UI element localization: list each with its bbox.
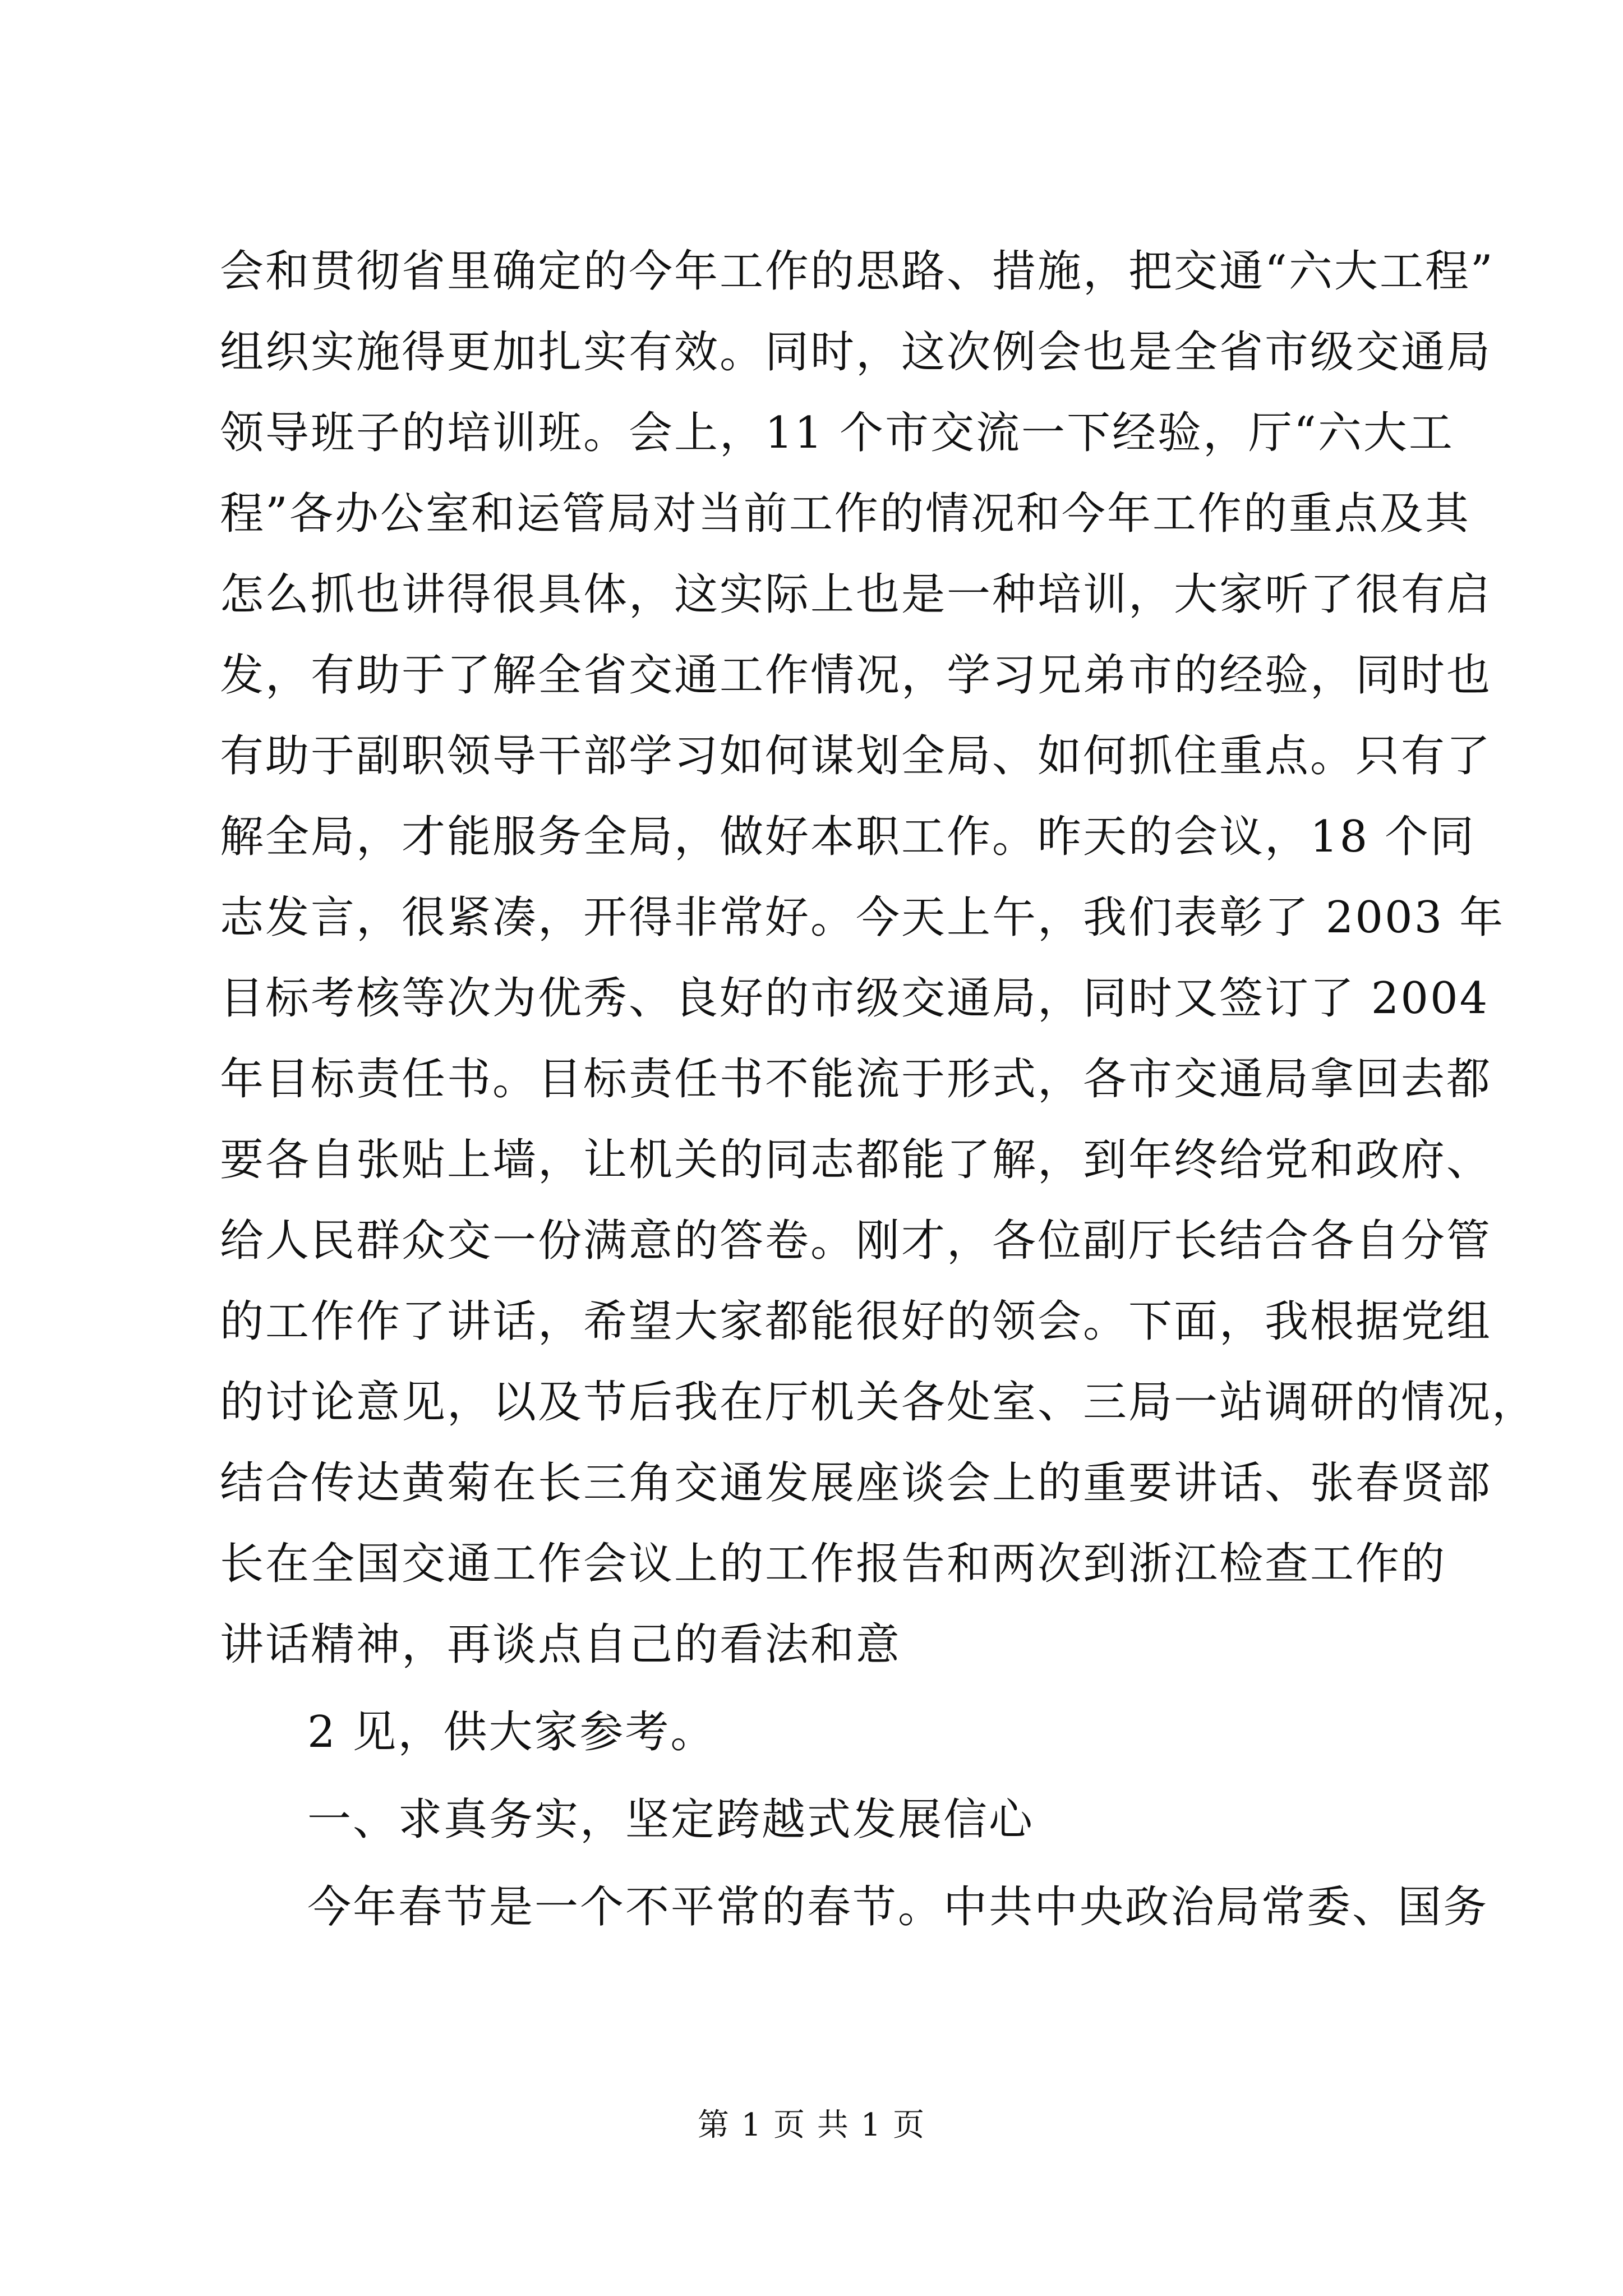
- section-heading: 一、求真务实，坚定跨越式发展信心: [307, 1795, 1035, 1845]
- paragraph-start: 今年春节是一个不平常的春节。中共中央政治局常委、国务: [307, 1882, 1489, 1932]
- text-line-8: 解全局，才能服务全局，做好本职工作。昨天的会议，18 个同: [220, 812, 1476, 862]
- text-line-7: 有助于副职领导干部学习如何谋划全局、如何抓住重点。只有了: [220, 731, 1492, 781]
- page-footer: 第 1 页 共 1 页: [697, 2107, 926, 2143]
- text-line-3: 领导班子的培训班。会上，11 个市交流一下经验，厅“六大工: [220, 408, 1454, 458]
- paragraph-continuation: 2 见，供大家参考。: [307, 1707, 716, 1757]
- text-line-18: 讲话精神，再谈点自己的看法和意: [220, 1619, 902, 1670]
- text-line-12: 要各自张贴上墙，让机关的同志都能了解，到年终给党和政府、: [220, 1135, 1492, 1185]
- text-line-1: 会和贯彻省里确定的今年工作的思路、措施，把交通“六大工程”: [220, 246, 1495, 297]
- text-line-15: 的讨论意见，以及节后我在厅机关各处室、三局一站调研的情况，: [220, 1377, 1538, 1428]
- text-line-10: 目标考核等次为优秀、良好的市级交通局，同时又签订了 2004: [220, 973, 1490, 1024]
- text-line-11: 年目标责任书。目标责任书不能流于形式，各市交通局拿回去都: [220, 1054, 1492, 1105]
- text-line-17: 长在全国交通工作会议上的工作报告和两次到浙江检查工作的: [220, 1539, 1447, 1589]
- text-line-9: 志发言，很紧凑，开得非常好。今天上午，我们表彰了 2003 年: [220, 892, 1505, 943]
- text-line-6: 发，有助于了解全省交通工作情况，学习兄弟市的经验，同时也: [220, 650, 1492, 701]
- text-line-5: 怎么抓也讲得很具体，这实际上也是一种培训，大家听了很有启: [220, 569, 1492, 620]
- text-line-13: 给人民群众交一份满意的答卷。刚才，各位副厅长结合各自分管: [220, 1216, 1492, 1266]
- text-line-2: 组织实施得更加扎实有效。同时，这次例会也是全省市级交通局: [220, 327, 1492, 378]
- document-body: [220, 231, 1538, 1948]
- text-line-14: 的工作作了讲话，希望大家都能很好的领会。下面，我根据党组: [220, 1296, 1492, 1347]
- text-line-16: 结合传达黄菊在长三角交通发展座谈会上的重要讲话、张春贤部: [220, 1458, 1492, 1508]
- text-line-4: 程”各办公室和运管局对当前工作的情况和今年工作的重点及其: [220, 489, 1470, 539]
